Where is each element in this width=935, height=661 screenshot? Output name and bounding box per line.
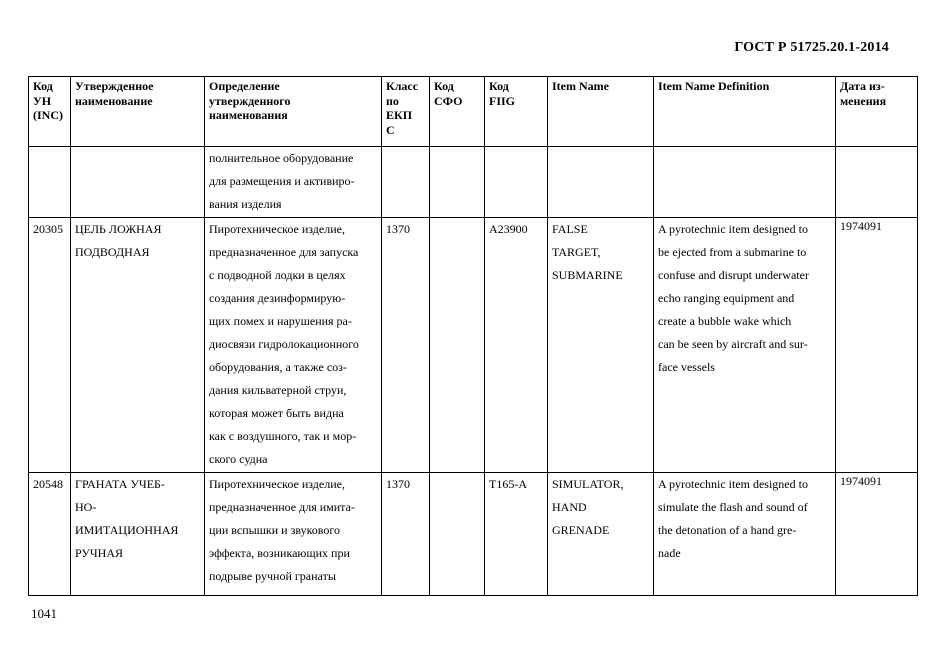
cell-date: 1974091 [836, 473, 918, 596]
cell-inc: 20305 [29, 218, 71, 473]
cell-item-definition: A pyrotechnic item designed to simulate the flash and sound of the detonation of a hand gre- nade [654, 473, 836, 596]
cell-definition: Пиротехническое изделие, предназначенное для запуска с подводной лодки в целях создания дезинформирую- щих помех и нарушения ра- диосвязи гидролокационного оборудования, а также соз- дания кильватерной струи, которая может быть видна как с воздушного, так и мор- ского судна [205, 218, 382, 473]
table-header-row [29, 77, 918, 147]
cell-definition: Пиротехническое изделие, предназначенное для имита- ции вспышки и звукового эффекта, возникающих при подрыве ручной гранаты [205, 473, 382, 596]
header-item-name: Item Name [548, 77, 654, 147]
header-approved-name: Утвержденное наименование [71, 77, 205, 147]
header-item-definition: Item Name Definition [654, 77, 836, 147]
cell-name: ЦЕЛЬ ЛОЖНАЯ ПОДВОДНАЯ [71, 218, 205, 473]
cell-inc: 20548 [29, 473, 71, 596]
header-sfo: Код СФО [430, 77, 485, 147]
cell-name [71, 147, 205, 218]
header-class: Класс по ЕКП С [382, 77, 430, 147]
cell-date: 1974091 [836, 218, 918, 473]
cell-definition: полнительное оборудование для размещения и активиро- вания изделия [205, 147, 382, 218]
header-definition: Определение утвержденного наименования [205, 77, 382, 147]
cell-sfo [430, 473, 485, 596]
cell-class [382, 147, 430, 218]
document-code: ГОСТ Р 51725.20.1-2014 [734, 40, 889, 55]
cell-sfo [430, 218, 485, 473]
cell-sfo [430, 147, 485, 218]
cell-fiig [485, 147, 548, 218]
table-row [29, 473, 918, 596]
table-row [29, 147, 918, 218]
cell-fiig: T165-A [485, 473, 548, 596]
classification-table [28, 76, 918, 596]
header-inc: Код УН (INC) [29, 77, 71, 147]
page-number: 1041 [31, 606, 57, 621]
cell-class: 1370 [382, 218, 430, 473]
header-fiig: Код FIIG [485, 77, 548, 147]
cell-item-name: FALSE TARGET, SUBMARINE [548, 218, 654, 473]
cell-item-definition [654, 147, 836, 218]
cell-fiig: A23900 [485, 218, 548, 473]
cell-date [836, 147, 918, 218]
cell-item-definition: A pyrotechnic item designed to be ejected from a submarine to confuse and disrupt underwater echo ranging equipment and create a bubble wake which can be seen by aircraft and sur- face vessels [654, 218, 836, 473]
header-date: Дата из- менения [836, 77, 918, 147]
cell-inc [29, 147, 71, 218]
cell-class: 1370 [382, 473, 430, 596]
cell-item-name [548, 147, 654, 218]
table-row [29, 218, 918, 473]
cell-item-name: SIMULATOR, HAND GRENADE [548, 473, 654, 596]
cell-name: ГРАНАТА УЧЕБ- НО- ИМИТАЦИОННАЯ РУЧНАЯ [71, 473, 205, 596]
